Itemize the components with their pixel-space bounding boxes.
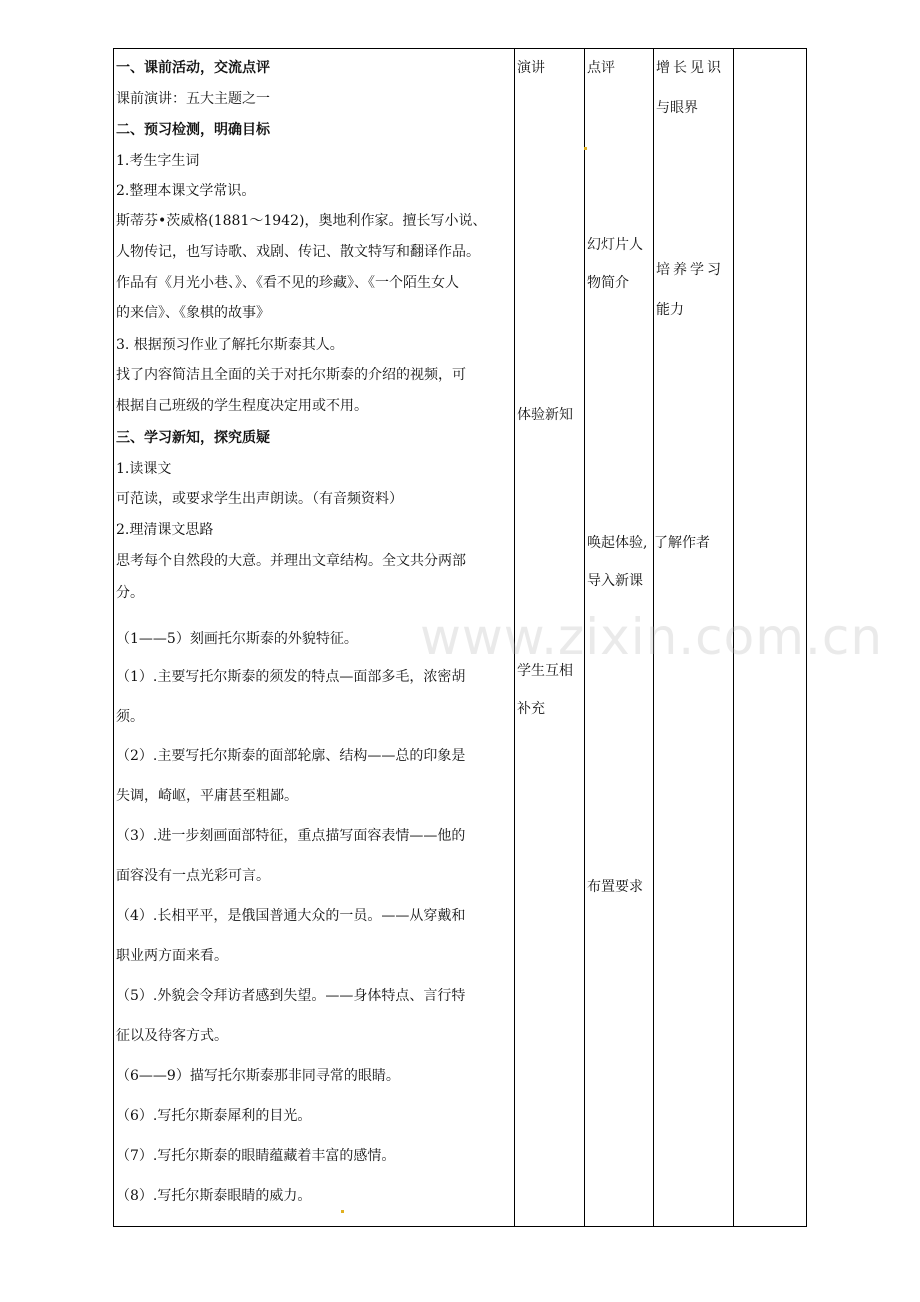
content-line: 失调，崎岖，平庸甚至粗鄙。: [116, 788, 298, 804]
teacher-activity-cell: [585, 49, 654, 1227]
content-line: （7）.写托尔斯泰的眼睛蕴藏着丰富的感情。: [116, 1148, 396, 1164]
content-line: （1）.主要写托尔斯泰的须发的特点—面部多毛，浓密胡: [116, 669, 466, 685]
teacher-activity-evoke-2: 导入新课: [587, 573, 643, 589]
content-line: 人物传记，也写诗歌、戏剧、传记、散文特写和翻译作品。: [116, 244, 480, 260]
content-line: 可范读，或要求学生出声朗读。（有音频资料）: [116, 491, 403, 507]
student-activity-mutual-2: 补充: [517, 701, 545, 717]
section-heading: 二、预习检测，明确目标: [116, 122, 270, 138]
content-line: 的来信》、《象棋的故事》: [116, 305, 270, 321]
section-heading: 一、课前活动，交流点评: [116, 60, 270, 76]
section-heading: 三、学习新知，探究质疑: [116, 430, 270, 446]
content-line: （4）.长相平平，是俄国普通大众的一员。——从穿戴和: [116, 908, 466, 924]
content-line: 找了内容简洁且全面的关于对托尔斯泰的介绍的视频，可: [116, 367, 466, 383]
teacher-activity-assign: 布置要求: [587, 879, 643, 895]
goal-ability-2: 能力: [656, 302, 684, 318]
goal-author: 了解作者: [654, 535, 710, 551]
content-line: （3）.进一步刻画面部特征，重点描写面容表情——他的: [116, 828, 466, 844]
student-activity-mutual-1: 学生互相: [517, 663, 573, 679]
content-line: 须。: [116, 709, 144, 725]
content-line: 面容没有一点光彩可言。: [116, 868, 270, 884]
content-line: （8）.写托尔斯泰眼睛的威力。: [116, 1188, 312, 1204]
goal-ability-1: 培养学习: [656, 262, 724, 278]
teaching-content-cell: [114, 49, 515, 1227]
content-line: 课前演讲：五大主题之一: [116, 91, 270, 107]
content-line: 斯蒂芬•茨威格(1881～1942)，奥地利作家。擅长写小说、: [116, 213, 487, 229]
content-line: 思考每个自然段的大意。并理出文章结构。全文共分两部: [116, 553, 466, 569]
content-line: 根据自己班级的学生程度决定用或不用。: [116, 398, 368, 414]
content-line: 1.考生字生词: [116, 153, 200, 169]
content-line: 职业两方面来看。: [116, 948, 228, 964]
content-line: 征以及待客方式。: [116, 1028, 228, 1044]
content-line: 作品有《月光小巷、》、《看不见的珍藏》、《一个陌生女人: [116, 275, 459, 291]
goal-knowledge-2: 与眼界: [656, 100, 698, 116]
teacher-activity-evoke-1: 唤起体验,: [587, 535, 648, 551]
lesson-plan-table: [113, 48, 807, 1227]
content-line: 3. 根据预习作业了解托尔斯泰其人。: [116, 337, 344, 353]
goal-knowledge-1: 增长见识: [656, 60, 724, 76]
yellow-dot-icon: [341, 1210, 344, 1213]
notes-cell: [734, 49, 807, 1227]
content-line: （6）.写托尔斯泰犀利的目光。: [116, 1108, 312, 1124]
goal-cell: [654, 49, 734, 1227]
content-line: （2）.主要写托尔斯泰的面部轮廓、结构——总的印象是: [116, 748, 466, 764]
content-line: （5）.外貌会令拜访者感到失望。——身体特点、言行特: [116, 988, 466, 1004]
content-line: 1.读课文: [116, 461, 172, 477]
content-line: （1——5）刻画托尔斯泰的外貌特征。: [116, 631, 358, 647]
teacher-activity-slides-2: 物简介: [587, 275, 629, 291]
teacher-activity-slides-1: 幻灯片人: [587, 237, 643, 253]
teacher-activity-comment: 点评: [587, 60, 615, 76]
student-activity-experience: 体验新知: [517, 407, 573, 423]
watermark: www.zixin.com.cn: [420, 608, 884, 666]
content-line: 2.理清课文思路: [116, 522, 214, 538]
student-activity-cell: [515, 49, 585, 1227]
content-line: 分。: [116, 585, 144, 601]
content-line: （6——9）描写托尔斯泰那非同寻常的眼睛。: [116, 1068, 400, 1084]
yellow-dot-icon: [584, 147, 587, 150]
student-activity-speech: 演讲: [517, 60, 545, 76]
content-line: 2.整理本课文学常识。: [116, 183, 256, 199]
